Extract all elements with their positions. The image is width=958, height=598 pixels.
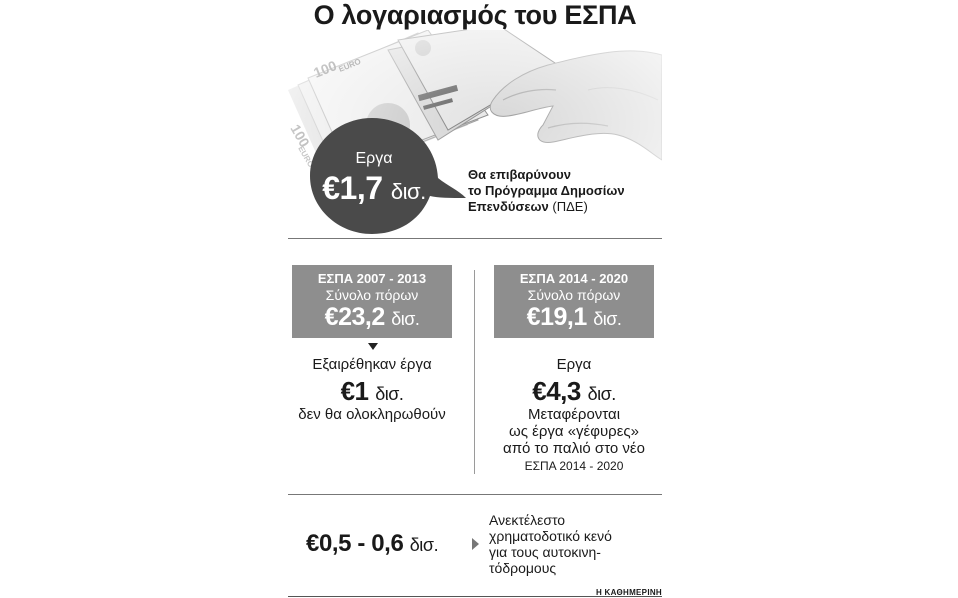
bubble-unit: δισ. <box>390 179 426 204</box>
left-line1: Εξαιρέθηκαν έργα <box>312 356 432 373</box>
right-line2: Μεταφέρονται ως έργα «γέφυρες» από το παλιό στο νέο <box>503 406 645 457</box>
box-amount: €19,1 <box>526 303 587 331</box>
box-subtitle: Σύνολο πόρων <box>527 287 621 303</box>
bubble-note <box>468 167 625 215</box>
gap-value <box>306 530 438 558</box>
infographic-title: Ο λογαριασμός του ΕΣΠΑ <box>313 0 637 30</box>
right-line3: ΕΣΠΑ 2014 - 2020 <box>524 459 624 473</box>
right-line1: Εργα <box>556 356 592 373</box>
espa-2007-2013-box <box>292 265 452 338</box>
down-arrow-icon <box>368 343 378 350</box>
left-value <box>292 376 452 407</box>
left-line2: δεν θα ολοκληρωθούν <box>298 406 446 423</box>
box-unit: δισ. <box>593 309 622 329</box>
box-value <box>292 303 452 332</box>
gap-unit: δισ. <box>409 535 439 555</box>
espa-2014-2020-box <box>494 265 654 338</box>
bubble-amount: €1,7 <box>322 170 383 206</box>
box-value <box>494 303 654 332</box>
bubble-note-abbr: (ΠΔΕ) <box>552 199 588 214</box>
box-header: ΕΣΠΑ 2007 - 2013 <box>317 271 427 286</box>
gap-note: Ανεκτέλεστο χρηματοδοτικό κενό για τους αυτοκινη- τόδρομους <box>489 512 612 576</box>
right-arrow-icon <box>472 538 479 550</box>
divider-top <box>288 238 662 239</box>
box-subtitle: Σύνολο πόρων <box>325 287 419 303</box>
box-header: ΕΣΠΑ 2014 - 2020 <box>519 271 629 286</box>
bubble-value <box>310 170 438 207</box>
publisher-credit: Η ΚΑΘΗΜΕΡΙΝΗ <box>595 588 662 597</box>
left-amount: €1 <box>340 376 369 406</box>
right-value <box>496 376 652 407</box>
divider-bottom <box>288 494 662 495</box>
bubble-label: Εργα <box>355 150 393 167</box>
box-amount: €23,2 <box>324 303 385 331</box>
right-amount: €4,3 <box>532 376 581 406</box>
box-unit: δισ. <box>391 309 420 329</box>
bubble-note-text: Θα επιβαρύνουν το Πρόγραμμα Δημοσίων Επενδύσεων <box>468 167 625 214</box>
left-unit: δισ. <box>375 384 404 404</box>
right-unit: δισ. <box>587 384 616 404</box>
divider-vertical <box>474 270 475 474</box>
gap-amount: €0,5 - 0,6 <box>306 530 404 557</box>
